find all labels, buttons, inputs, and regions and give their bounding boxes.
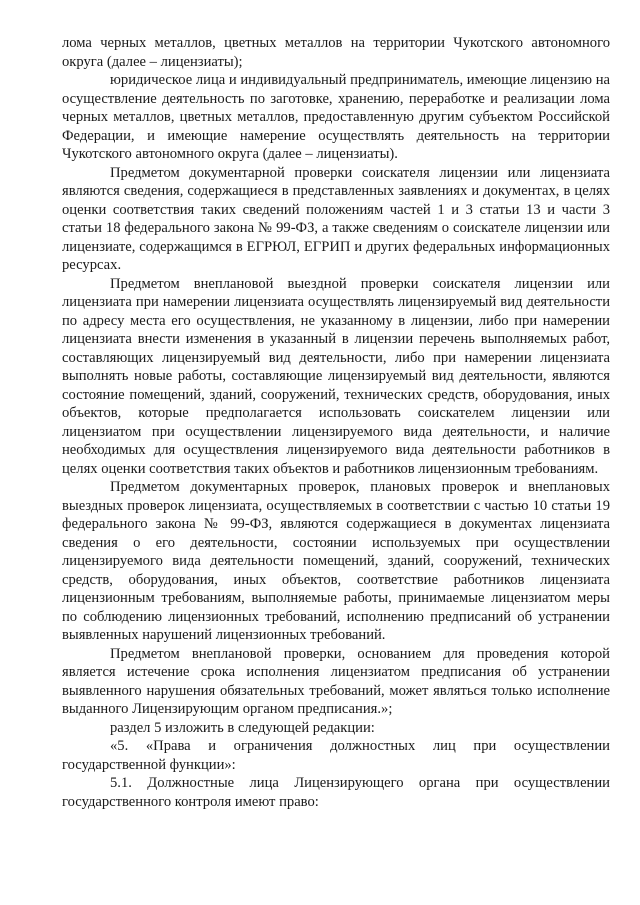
- paragraph-section5-1: 5.1. Должностные лица Лицензирующего органа при осуществлении государственного контроля имеют право:: [62, 775, 610, 810]
- paragraph-documentary-inspection-subject: Предметом документарной проверки соискателя лицензии или лицензиата являются сведения, содержащиеся в представленных заявлениях и документах, в целях оценки соответствия таких сведений положениям частей 1 и 3 статьи 13 и части 3 статьи 18 федерального закона № 99-ФЗ, а также сведениям о соискателе лицензии или лицензиате, содержащимся в ЕГРЮЛ, ЕГРИП и других федеральных информационных ресурсах.: [62, 164, 610, 273]
- paragraph-unscheduled-onsite-inspection-subject: Предметом внеплановой выездной проверки соискателя лицензии или лицензиата при намерении лицензиата осуществлять лицензируемый вид деятельности по адресу места его осуществления, не указанному в лицензии, либо при намерении лицензиата внести изменения в указанный в лицензии перечень выполняемых работ, составляющих лицензируемый вид деятельности, либо при намерении лицензиата выполнять новые работы, составляющие лицензируемый вид деятельности, являются состояние помещений, зданий, сооружений, технических средств, оборудования, иных объектов, которые предполагается использовать соискателем лицензии или лицензиатом при осуществлении лицензируемого вида деятельности, и наличие необходимых для осуществления лицензируемого вида деятельности работников в целях оценки соответствия таких объектов и работников лицензионным требованиям.: [62, 275, 610, 477]
- paragraph-licensees-other-region: юридическое лица и индивидуальный предприниматель, имеющие лицензию на осуществление деятельность по заготовке, хранению, переработке и реализации лома черных металлов, цветных металлов, предоставленную другим субъектом Российской Федерации, и имеющие намерение осуществлять деятельность на территории Чукотского автономного округа (далее – лицензиаты).: [62, 72, 610, 162]
- paragraph-scheduled-inspections-subject: Предметом документарных проверок, плановых проверок и внеплановых выездных проверок лицензиата, осуществляемых в соответствии с частью 10 статьи 19 федерального закона № 99-ФЗ, являются содержащиеся в документах лицензиата сведения о его деятельности, состоянии используемых при осуществлении лицензируемого вида деятельности помещений, зданий, сооружений, технических средств, оборудования, иных объектов, соответствие работников лицензиата лицензионным требованиям, выполняемые работы, принимаемые лицензиатом меры по соблюдению лицензионных требований, исполнению предписаний об устранении выявленных нарушений лицензионных требований.: [62, 479, 610, 643]
- document-page: [62, 34, 610, 811]
- paragraph-section5-title: «5. «Права и ограничения должностных лиц при осуществлении государственной функции»:: [62, 738, 610, 773]
- paragraph-continuation: лома черных металлов, цветных металлов на территории Чукотского автономного округа (далее – лицензиаты);: [62, 35, 610, 70]
- paragraph-unscheduled-inspection-deadline: Предметом внеплановой проверки, основанием для проведения которой является истечение срока исполнения лицензиатом предписания об устранении выявленного нарушения обязательных требований, может являться только исполнение выданного Лицензирующим органом предписания.»;: [62, 645, 610, 717]
- paragraph-section5-intro: раздел 5 изложить в следующей редакции:: [110, 719, 375, 736]
